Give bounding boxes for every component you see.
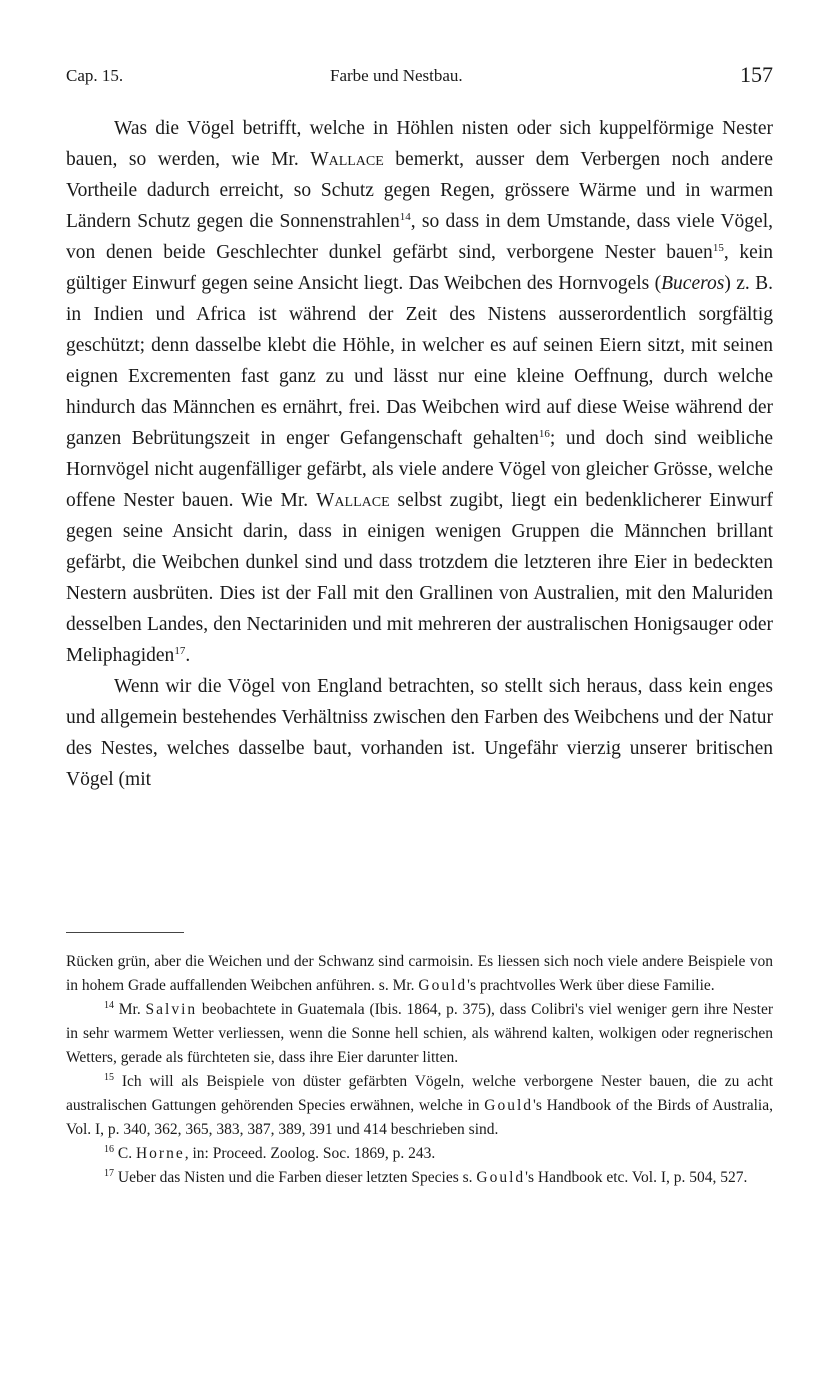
page-number: 157 — [740, 62, 773, 87]
author-name: Horne — [135, 1145, 185, 1162]
footnote-ref: 17 — [174, 645, 186, 657]
footnote-ref: 16 — [538, 428, 550, 440]
footnote-15 — [66, 1070, 773, 1142]
text-run: . — [185, 645, 191, 666]
text-run: ; und doch sind weibliche Hornvögel nicht augenfälliger gefärbt, als viele andere Vögel von gleicher Grösse, welche offene Nester bauen. Wie Mr. — [66, 428, 773, 511]
footnote-number: 17 — [104, 1168, 114, 1179]
text-run: C. — [114, 1145, 136, 1162]
author-name: Gould — [418, 977, 468, 994]
text-run: , kein gültiger Einwurf gegen seine Ansicht liegt. Das Weibchen des Hornvogels ( — [66, 242, 773, 294]
footnote-14 — [66, 998, 773, 1070]
text-run: , so dass in dem Umstande, dass viele Vögel, von denen beide Geschlechter dunkel gefärbt sind, verborgene Nester bauen — [66, 211, 773, 263]
author-name: Salvin — [145, 1001, 198, 1018]
text-run: ) z. B. in Indien und Africa ist während der Zeit des Nistens ausserordentlich sorgfältig geschützt; denn dasselbe klebt die Höhle, in welcher es auf seinen Eiern sitzt, mit seinen eignen Excrementen fast ganz zu und lässt nur eine kleine Oeffnung, durch welche hindurch das Männchen es ernährt, frei. Das Weibchen wird auf diese Weise während der ganzen Bebrütungszeit in enger Gefangenschaft gehalten — [66, 273, 773, 449]
footnote-16 — [66, 1142, 773, 1166]
footnote-continuation — [66, 950, 773, 998]
running-header — [66, 62, 773, 90]
text-run: 's Handbook of the Birds of Australia, Vol. I, p. 340, 362, 365, 383, 387, 389, 391 und 414 beschrieben sind. — [66, 1097, 773, 1138]
author-name: Gould — [484, 1097, 534, 1114]
footnote-ref: 15 — [712, 242, 724, 254]
text-run: Ich will als Beispiele von düster gefärbten Vögeln, welche verborgene Nester bauen, die zu acht australischen Gattungen gehörenden Species erwähnen, welche in — [66, 1073, 773, 1114]
paragraph-2: Wenn wir die Vögel von England betrachten, so stellt sich heraus, dass kein enges und allgemein bestehendes Verhältniss zwischen den Farben des Weibchens und der Natur des Nestes, welches dasselbe baut, vorhanden ist. Ungefähr vierzig unserer britischen Vögel (mit — [66, 676, 773, 790]
text-run: bemerkt, ausser dem Verbergen noch andere Vortheile dadurch erreicht, so Schutz gegen Regen, grössere Wärme und in warmen Ländern Schutz gegen die Sonnenstrahlen — [66, 149, 773, 232]
text-run: 's prachtvolles Werk über diese Familie. — [467, 977, 715, 994]
footnote-ref: 14 — [399, 211, 411, 223]
text-run: beobachtete in Guatemala (Ibis. 1864, p. 375), dass Colibri's viel weniger gern ihre Nester in sehr warmem Wetter verliessen, wenn die Sonne hell schien, als während kalten, wolkigen oder regnerischen Wetters, gerade als fürchteten sie, dass ihre Eier darunter litten. — [66, 1001, 774, 1066]
running-title: Farbe und Nestbau. — [330, 66, 463, 85]
author-name: Gould — [476, 1169, 526, 1186]
author-name: Wallace — [316, 490, 390, 511]
footnote-number: 16 — [104, 1144, 114, 1155]
footnotes — [66, 950, 773, 1190]
text-run: selbst zugibt, liegt ein bedenklicherer Einwurf gegen seine Ansicht darin, dass in einigen wenigen Gruppen die Männchen brillant gefärbt, die Weibchen dunkel sind und dass trotzdem die letzteren ihre Eier in bedeckten Nestern ausbrüten. Dies ist der Fall mit den Grallinen von Australien, mit den Maluriden desselben Landes, den Nectariniden und mit mehreren der australischen Honigsauger oder Meliphagiden — [66, 490, 774, 666]
footnote-number: 14 — [104, 1000, 114, 1011]
text-run: Was die Vögel betrifft, welche in Höhlen nisten oder sich kuppelförmige Nester bauen, so werden, wie Mr. — [66, 118, 773, 170]
text-run: Rücken grün, aber die Weichen und der Schwanz sind carmoisin. Es liessen sich noch viele andere Beispiele von in hohem Grade auffallenden Weibchen anführen. s. Mr. — [66, 953, 773, 994]
text-run: Ueber das Nisten und die Farben dieser letzten Species s. — [114, 1169, 477, 1186]
text-run: 's Handbook etc. Vol. I, p. 504, 527. — [525, 1169, 748, 1186]
footnote-number: 15 — [104, 1072, 114, 1083]
paragraph-1 — [66, 113, 773, 671]
text-run: , in: Proceed. Zoolog. Soc. 1869, p. 243. — [184, 1145, 436, 1162]
genus-name: Buceros — [661, 273, 725, 294]
footnote-17 — [66, 1166, 773, 1190]
chapter-label: Cap. 15. — [66, 66, 124, 85]
main-text — [66, 113, 773, 795]
footnote-divider — [66, 932, 184, 933]
author-name: Wallace — [310, 149, 384, 170]
text-run: Mr. — [114, 1001, 146, 1018]
